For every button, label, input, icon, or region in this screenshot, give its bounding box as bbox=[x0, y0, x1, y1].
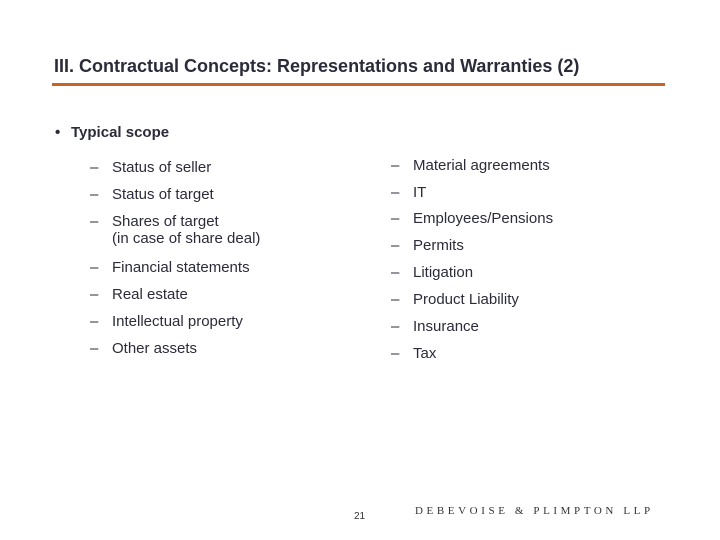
title-underline bbox=[52, 83, 665, 86]
list-item-sub: (in case of share deal) bbox=[112, 230, 261, 247]
firm-logo: DEBEVOISE & PLIMPTON LLP bbox=[415, 505, 654, 517]
bullet-marker: • bbox=[55, 124, 61, 141]
list-item: – Employees/Pensions bbox=[391, 210, 554, 227]
list-item: – Insurance bbox=[391, 318, 479, 335]
list-item: – Status of seller bbox=[90, 159, 212, 176]
list-item: – Product Liability bbox=[391, 291, 519, 308]
slide-title: III. Contractual Concepts: Representations and Warranties (2) bbox=[54, 56, 580, 76]
list-item: – Material agreements bbox=[391, 157, 550, 174]
page-number: 21 bbox=[354, 511, 366, 522]
list-item: – Intellectual property bbox=[90, 313, 243, 330]
bullet-text: Typical scope bbox=[71, 124, 170, 141]
list-item: – Litigation bbox=[391, 264, 474, 281]
list-item: – Status of target bbox=[90, 186, 214, 203]
list-item: – IT bbox=[391, 184, 427, 201]
list-item: – Real estate bbox=[90, 286, 188, 303]
list-item: – Tax bbox=[391, 345, 437, 362]
list-item: – Financial statements bbox=[90, 259, 250, 276]
scope-bullet bbox=[55, 124, 169, 141]
list-item: – Permits bbox=[391, 237, 464, 254]
list-item: – Shares of target (in case of share deal) bbox=[90, 213, 261, 247]
list-item: – Other assets bbox=[90, 340, 198, 357]
